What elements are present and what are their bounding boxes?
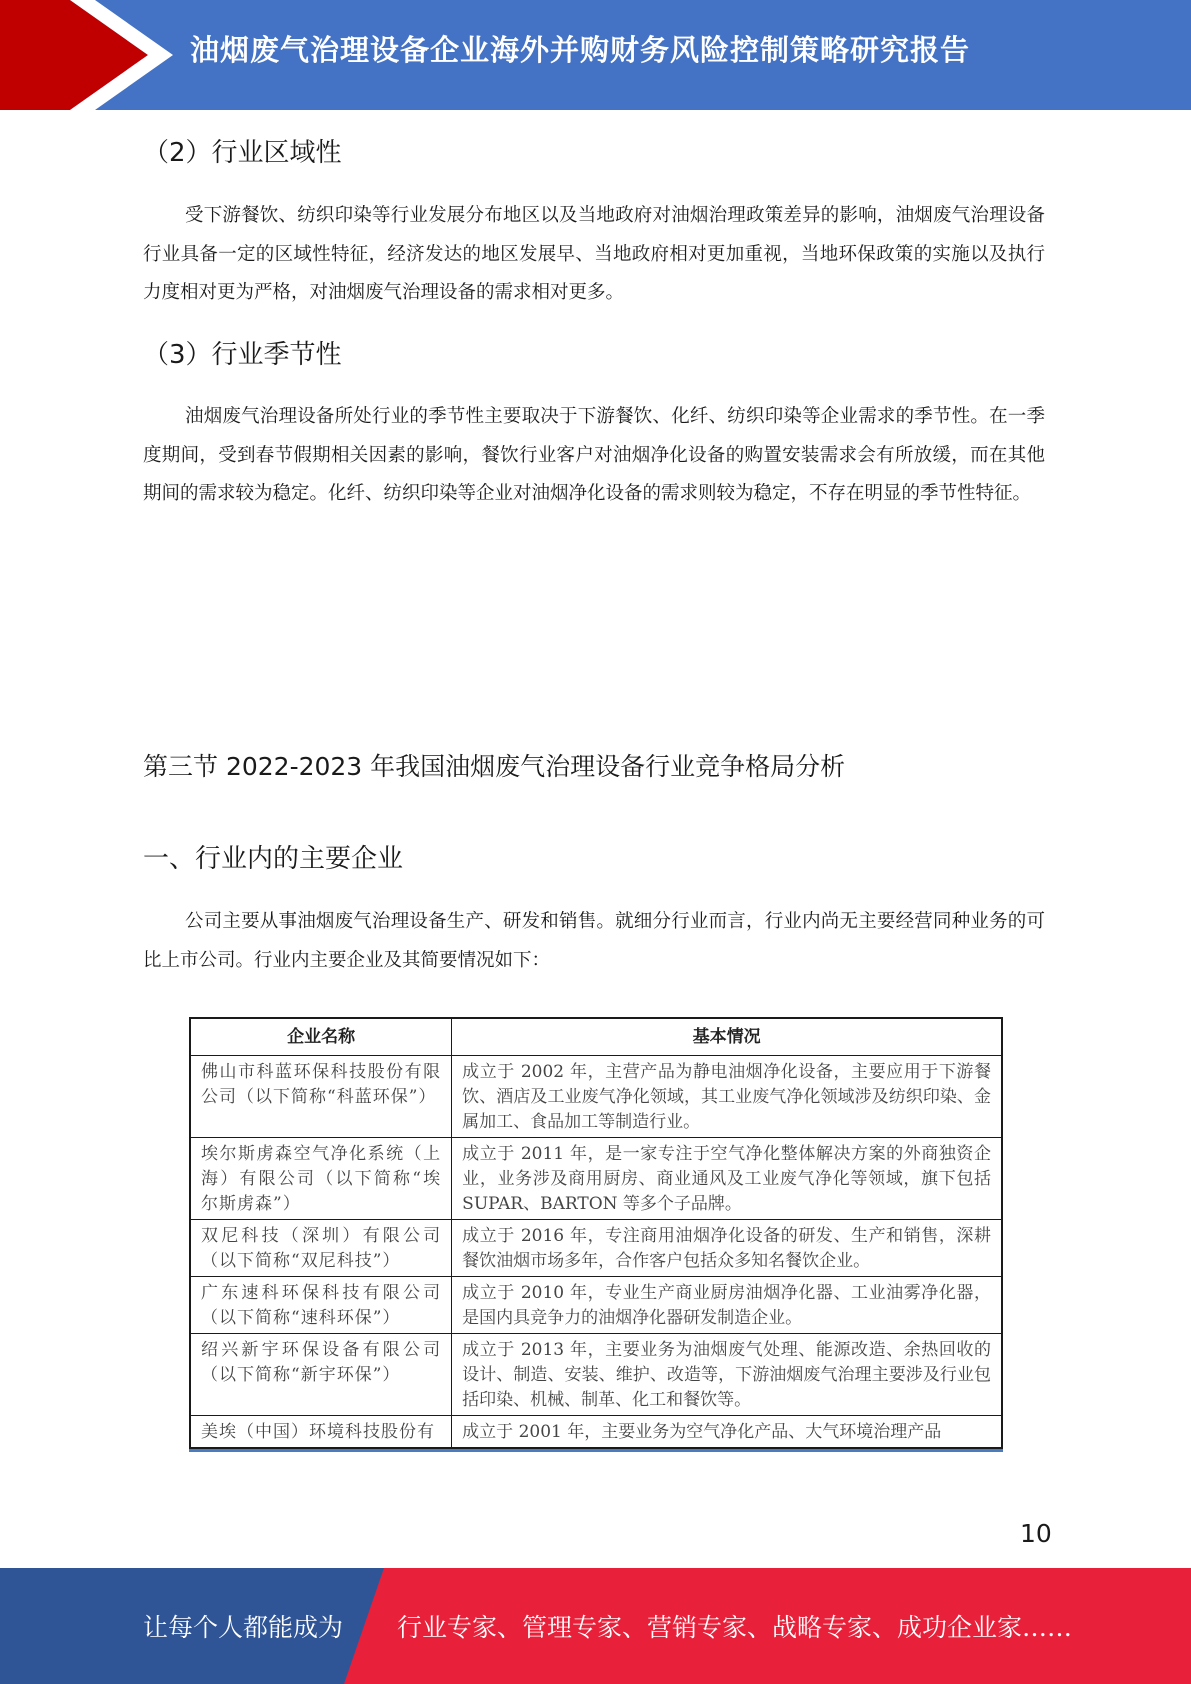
seasonal-paragraph: 油烟废气治理设备所处行业的季节性主要取决于下游餐饮、化纤、纺织印染等企业需求的季节性。在一季度期间，受到春节假期相关因素的影响，餐饮行业客户对油烟净化设备的购置安装需求会有所放缓，而在其他期间的需求较为稳定。化纤、纺织印染等企业对油烟净化设备的需求则较为稳定，不存在明显的季节性特征。 (143, 406, 1045, 504)
table-row (190, 1416, 1002, 1449)
table-header-row (190, 1018, 1002, 1056)
page-number: 10 (1020, 1519, 1052, 1548)
report-title: 油烟废气治理设备企业海外并购财务风险控制策略研究报告 (190, 33, 971, 67)
company-description: 成立于 2011 年，是一家专注于空气净化整体解决方案的外商独资企业，业务涉及商用厨房、商业通风及工业废气净化等领域，旗下包括 SUPAR、BARTON 等多个子品牌。 (452, 1138, 1002, 1220)
enterprise-table (189, 1017, 1003, 1449)
company-name: 绍兴新宇环保设备有限公司（以下简称“新宇环保”） (190, 1334, 452, 1416)
table-row (190, 1138, 1002, 1220)
footer-slogan-left: 让每个人都能成为 (143, 1613, 344, 1642)
company-name: 埃尔斯虏森空气净化系统（上海）有限公司（以下简称“埃尔斯虏森”） (190, 1138, 452, 1220)
seasonal-heading: （3）行业季节性 (143, 340, 342, 370)
company-description: 成立于 2010 年，专业生产商业厨房油烟净化器、工业油雾净化器，是国内具竞争力的油烟净化器研发制造企业。 (452, 1277, 1002, 1334)
chapter-title: 第三节 2022-2023 年我国油烟废气治理设备行业竞争格局分析 (143, 752, 846, 781)
company-name: 美埃（中国）环境科技股份有 (190, 1416, 452, 1449)
table-header-desc: 基本情况 (452, 1018, 1002, 1056)
company-description: 成立于 2013 年，主要业务为油烟废气处理、能源改造、余热回收的设计、制造、安装、维护、改造等，下游油烟废气治理主要涉及行业包括印染、机械、制革、化工和餐饮等。 (452, 1334, 1002, 1416)
table-row (190, 1220, 1002, 1277)
footer-slogan-right: 行业专家、管理专家、营销专家、战略专家、成功企业家…… (397, 1613, 1073, 1642)
header-banner (0, 0, 1191, 110)
company-name: 双尼科技（深圳）有限公司（以下简称“双尼科技”） (190, 1220, 452, 1277)
major-enterprises-heading: 一、行业内的主要企业 (143, 844, 404, 874)
company-description: 成立于 2002 年，主营产品为静电油烟净化设备，主要应用于下游餐饮、酒店及工业废气净化领域，其工业废气净化领域涉及纺织印染、金属加工、食品加工等制造行业。 (452, 1056, 1002, 1138)
table-row (190, 1277, 1002, 1334)
table-row (190, 1334, 1002, 1416)
major-enterprises-paragraph: 公司主要从事油烟废气治理设备生产、研发和销售。就细分行业而言，行业内尚无主要经营同种业务的可比上市公司。行业内主要企业及其简要情况如下： (143, 911, 1045, 971)
company-name: 佛山市科蓝环保科技股份有限公司（以下简称“科蓝环保”） (190, 1056, 452, 1138)
company-description: 成立于 2016 年，专注商用油烟净化设备的研发、生产和销售，深耕餐饮油烟市场多年，合作客户包括众多知名餐饮企业。 (452, 1220, 1002, 1277)
table-row (190, 1056, 1002, 1138)
regional-heading: （2）行业区域性 (143, 138, 342, 168)
regional-paragraph: 受下游餐饮、纺织印染等行业发展分布地区以及当地政府对油烟治理政策差异的影响，油烟废气治理设备行业具备一定的区域性特征，经济发达的地区发展早、当地政府相对更加重视，当地环保政策的实施以及执行力度相对更为严格，对油烟废气治理设备的需求相对更多。 (143, 205, 1045, 303)
company-name: 广东速科环保科技有限公司（以下简称“速科环保”） (190, 1277, 452, 1334)
enterprise-table-container (189, 1017, 1003, 1452)
table-header-name: 企业名称 (190, 1018, 452, 1056)
footer-banner (0, 1568, 1191, 1684)
company-description: 成立于 2001 年，主要业务为空气净化产品、大气环境治理产品 (452, 1416, 1002, 1449)
